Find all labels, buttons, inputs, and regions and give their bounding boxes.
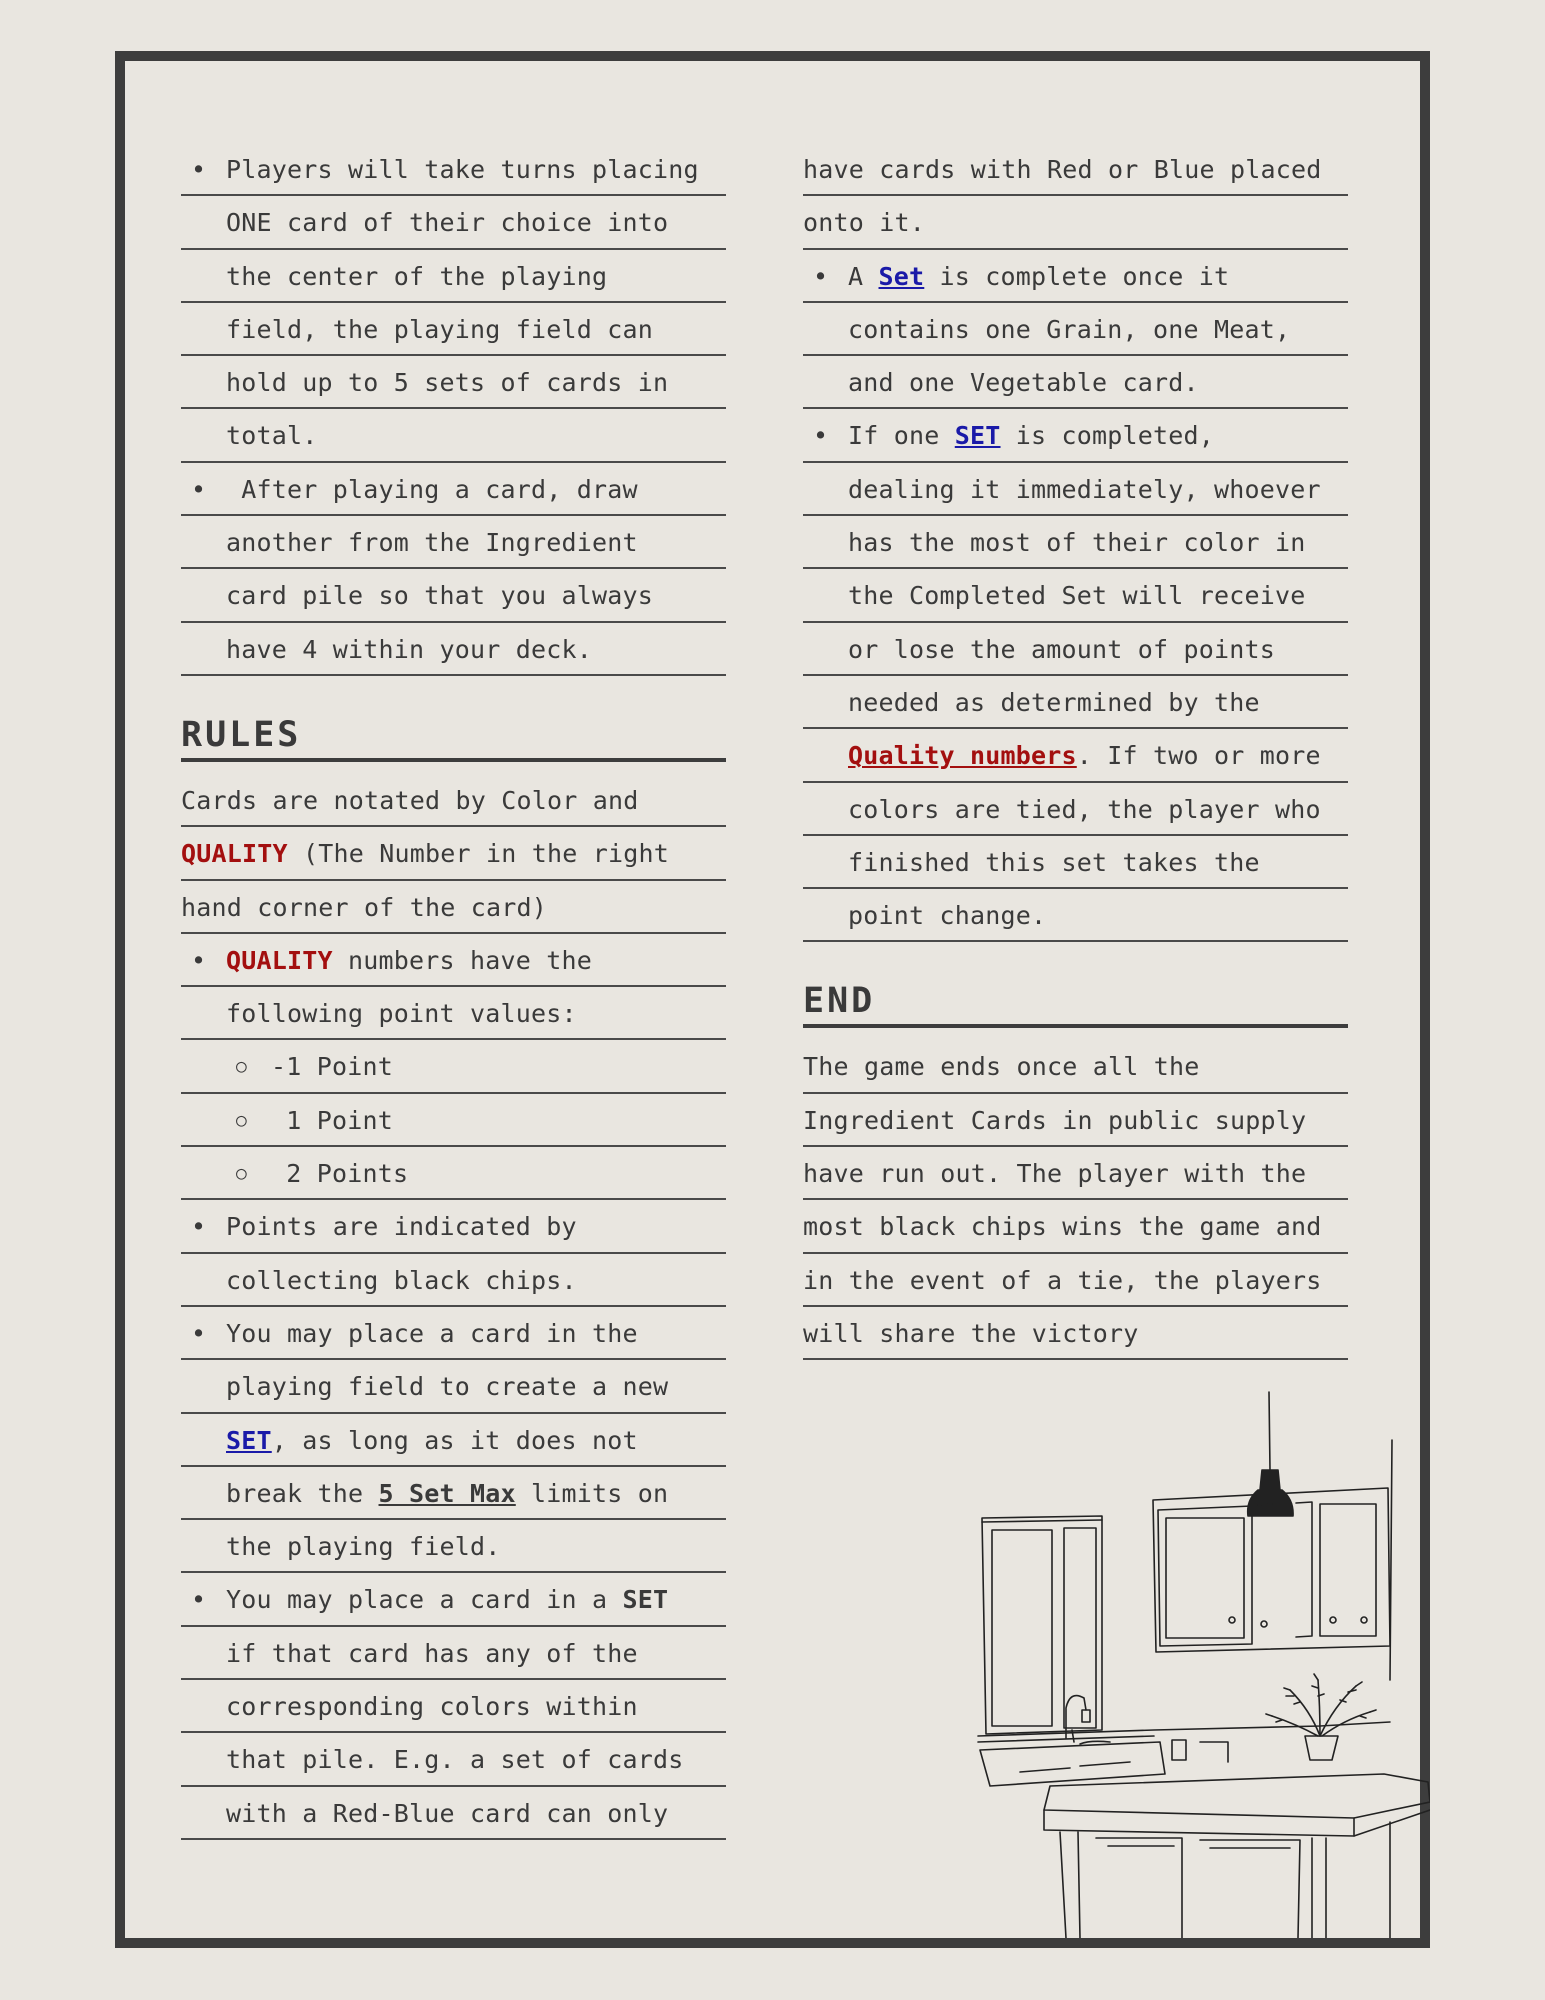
text-line: The game ends once all the (803, 1040, 1348, 1093)
text-line: has the most of their color in (803, 516, 1348, 569)
text-line: contains one Grain, one Meat, (803, 303, 1348, 356)
text-line: and one Vegetable card. (803, 356, 1348, 409)
sub-bullet-line: ○ 1 Point (181, 1094, 726, 1147)
sub-bullet-line: ○ 2 Points (181, 1147, 726, 1200)
text-line: point change. (803, 889, 1348, 942)
set-link[interactable]: Set (878, 261, 925, 291)
text-line: the Completed Set will receive (803, 569, 1348, 622)
text-line: Ingredient Cards in public supply (803, 1094, 1348, 1147)
text-line: hold up to 5 sets of cards in (181, 356, 726, 409)
text-line: playing field to create a new (181, 1360, 726, 1413)
text-line: the center of the playing (181, 250, 726, 303)
text-line (181, 827, 726, 880)
kitchen-illustration (960, 1390, 1430, 1938)
quality-term: QUALITY (226, 945, 333, 975)
bullet-line: • Points are indicated by (181, 1200, 726, 1253)
text-line: dealing it immediately, whoever (803, 463, 1348, 516)
text-span: is complete once it (924, 261, 1230, 291)
text-span: If one (848, 421, 955, 451)
left-column (181, 143, 726, 1840)
rules-heading: RULES (181, 712, 726, 762)
text-line (803, 729, 1348, 782)
text-line: with a Red-Blue card can only (181, 1787, 726, 1840)
text-line: the playing field. (181, 1520, 726, 1573)
bullet-line: • After playing a card, draw (181, 463, 726, 516)
text-line: corresponding colors within (181, 1680, 726, 1733)
text-line: another from the Ingredient (181, 516, 726, 569)
bullet-line: • You may place a card in the (181, 1307, 726, 1360)
text-line: have cards with Red or Blue placed (803, 143, 1348, 196)
bullet-line (803, 409, 1348, 462)
text-span: You may place a card in a (226, 1585, 623, 1615)
text-line: if that card has any of the (181, 1627, 726, 1680)
text-line: field, the playing field can (181, 303, 726, 356)
text-line: most black chips wins the game and (803, 1200, 1348, 1253)
text-span: break the (226, 1478, 379, 1508)
bullet-line (181, 1573, 726, 1626)
text-line: card pile so that you always (181, 569, 726, 622)
bullet-line: • Players will take turns placing (181, 143, 726, 196)
text-line: collecting black chips. (181, 1254, 726, 1307)
set-term: SET (622, 1585, 669, 1615)
text-line: Cards are notated by Color and (181, 774, 726, 827)
end-heading: END (803, 978, 1348, 1028)
quality-term: QUALITY (181, 839, 288, 869)
bullet-line (181, 934, 726, 987)
text-line: or lose the amount of points (803, 623, 1348, 676)
text-span: , as long as it does not (271, 1425, 638, 1455)
text-line: that pile. E.g. a set of cards (181, 1733, 726, 1786)
text-line (181, 1467, 726, 1520)
bullet-line (803, 250, 1348, 303)
text-span: (The Number in the right (287, 839, 670, 869)
set-link[interactable]: SET (226, 1425, 272, 1455)
text-span: . If two or more (1076, 741, 1321, 771)
text-span: A (848, 261, 879, 291)
text-line: colors are tied, the player who (803, 783, 1348, 836)
text-line: have 4 within your deck. (181, 623, 726, 676)
text-line: have run out. The player with the (803, 1147, 1348, 1200)
sub-bullet-line: ○ -1 Point (181, 1040, 726, 1093)
set-link[interactable]: SET (954, 421, 1001, 451)
text-line: will share the victory (803, 1307, 1348, 1360)
text-line: needed as determined by the (803, 676, 1348, 729)
text-line: finished this set takes the (803, 836, 1348, 889)
text-span: limits on (515, 1478, 669, 1508)
text-line: onto it. (803, 196, 1348, 249)
text-line: following point values: (181, 987, 726, 1040)
text-line: hand corner of the card) (181, 881, 726, 934)
quality-numbers-link[interactable]: Quality numbers (848, 741, 1077, 771)
right-column (803, 143, 1348, 1360)
text-line (181, 1414, 726, 1467)
text-line: ONE card of their choice into (181, 196, 726, 249)
text-span: numbers have the (332, 945, 593, 975)
text-line: total. (181, 409, 726, 462)
text-span: is completed, (1000, 421, 1215, 451)
text-line: in the event of a tie, the players (803, 1254, 1348, 1307)
set-max-term: 5 Set Max (378, 1478, 516, 1508)
